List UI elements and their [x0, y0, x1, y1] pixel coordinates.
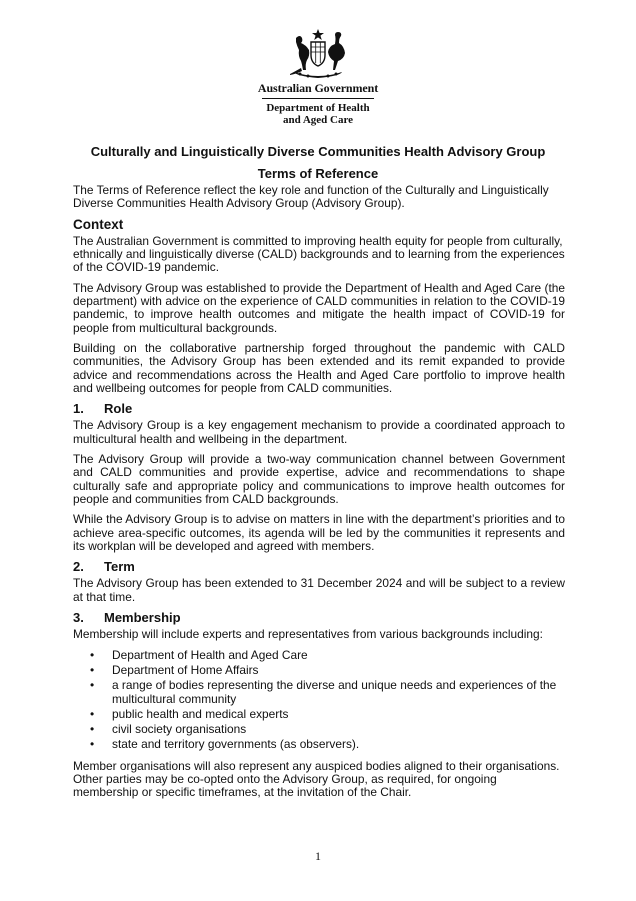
term-heading	[73, 560, 565, 573]
logo-divider	[262, 98, 374, 99]
membership-heading	[73, 611, 565, 624]
context-heading: Context	[73, 216, 124, 232]
section-title: Membership	[104, 610, 181, 626]
document-subtitle: Terms of Reference	[257, 166, 379, 181]
intro-paragraph: The Terms of Reference reflect the key role and function of the Culturally and Linguistically Diverse Communities Health Advisory Group (Advisory Group).	[73, 183, 549, 211]
membership-closing: Member organisations will also represent any auspiced bodies aligned to their organisations. Other parties may be co-opted onto the Advisory Group, as required, for ongoing membership or specific timeframes, at the invitation of the Chair.	[73, 758, 560, 800]
document-title: Culturally and Linguistically Diverse Communities Health Advisory Group	[90, 144, 546, 159]
section-title: Role	[104, 401, 133, 417]
department-name-line1: Department of Health	[266, 102, 370, 114]
section-number: 3.	[73, 610, 84, 626]
section-number: 2.	[73, 559, 84, 575]
role-paragraph: While the Advisory Group is to advise on matters in line with the department’s priorities and to achieve area-specific outcomes, its agenda will be led by the communities it represents and its workplan will be developed and agreed with members.	[73, 512, 565, 553]
membership-list	[73, 649, 565, 752]
context-paragraph: Building on the collaborative partnership forged throughout the pandemic with CALD communities, the Advisory Group has been extended and its remit expanded to provide advice and recommendations across the Health and Aged Care portfolio to improve health and wellbeing outcomes for people from CALD communities.	[73, 340, 565, 395]
list-item: • state and territory governments (as observers).	[73, 738, 565, 751]
coat-of-arms-icon	[288, 28, 348, 80]
government-name: Australian Government	[257, 81, 379, 95]
list-item: • civil society organisations	[73, 723, 565, 736]
page-number: 1	[315, 849, 321, 863]
document-body	[73, 184, 565, 807]
context-paragraph: The Australian Government is committed to improving health equity for people from culturally, ethnically and linguistically diverse (CALD) backgrounds and to learning from the experiences of the COVID-19 pandemic.	[73, 233, 565, 275]
role-heading	[73, 402, 565, 415]
role-paragraph: The Advisory Group will provide a two-way communication channel between Government and CALD communities and provide expertise, advice and recommendations to shape culturally safe and appropriate policy and communications to improve health outcomes for people and communities from CALD backgrounds.	[73, 452, 565, 506]
government-logo	[248, 28, 388, 126]
list-item: • Department of Health and Aged Care	[73, 649, 565, 662]
membership-lead: Membership will include experts and representatives from various backgrounds including:	[73, 627, 543, 642]
role-paragraph: The Advisory Group is a key engagement mechanism to provide a coordinated approach to multicultural health and wellbeing in the department.	[73, 418, 565, 446]
context-paragraph: The Advisory Group was established to provide the Department of Health and Aged Care (the department) with advice on the experience of CALD communities in relation to the COVID-19 pandemic, to improve health outcomes and mitigate the health impact of COVID-19 for people from multicultural backgrounds.	[73, 280, 565, 335]
section-title: Term	[104, 559, 135, 575]
list-item: • a range of bodies representing the diverse and unique needs and experiences of the multicultural community	[73, 679, 565, 706]
term-paragraph: The Advisory Group has been extended to 31 December 2024 and will be subject to a review at that time.	[73, 576, 565, 604]
list-item: • Department of Home Affairs	[73, 664, 565, 677]
list-item: • public health and medical experts	[73, 708, 565, 721]
department-name-line2: and Aged Care	[282, 114, 354, 126]
section-number: 1.	[73, 401, 84, 417]
